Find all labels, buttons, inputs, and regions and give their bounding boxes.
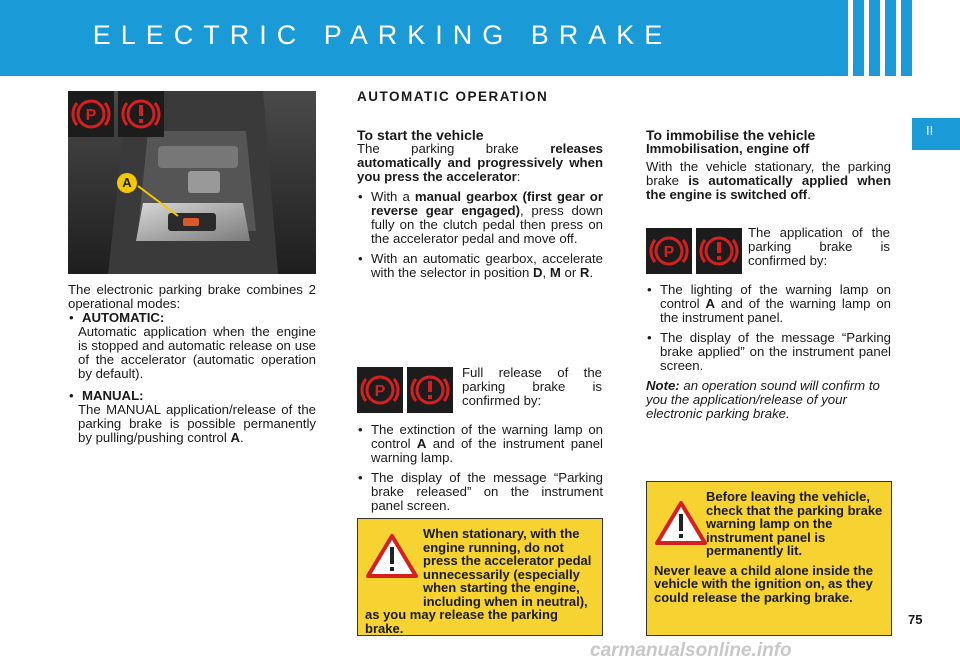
parking-brake-red-icon	[68, 91, 114, 137]
applied-confirm-text: The application of the parking brake is confirmed by:	[748, 225, 890, 268]
stationary-warning-box	[357, 518, 603, 636]
extinction-item: • The extinction of the warning lamp on control A and of the instrument panel warning lamp.	[357, 423, 603, 465]
release-bullets	[357, 423, 603, 513]
parking-brake-red-icon	[646, 228, 692, 274]
manual-gearbox-item: • With a manual gearbox (first gear or reverse gear engaged), press down fully on the clutch pedal then press on the accelerator pedal and move off.	[357, 190, 603, 246]
applied-message-item: • The display of the message “Parking brake applied” on the instrument panel screen.	[646, 331, 891, 373]
svg-text:P: P	[85, 107, 97, 124]
page-number: 75	[908, 612, 923, 627]
header-banner	[0, 0, 960, 76]
leaving-warning-text-1: Before leaving the vehicle, check that the parking brake warning lamp on the instrument panel is permanently lit.	[706, 489, 883, 558]
parking-brake-red-icon	[357, 367, 403, 413]
release-lamps	[357, 367, 453, 413]
start-text: The parking brake releases automatically and progressively when you press the accelerator:	[357, 141, 603, 184]
release-confirm-text: Full release of the parking brake is confirmed by:	[462, 365, 602, 408]
automatic-text: Automatic application when the engine is stopped and automatic release on use of the accelerator (automatic operation by default).	[78, 324, 316, 381]
applied-bullets	[646, 283, 891, 421]
footer-watermark: carmanualsonline.info	[590, 640, 792, 661]
released-message-item: • The display of the message “Parking brake released” on the instrument panel screen.	[357, 471, 603, 513]
right-column	[646, 128, 891, 202]
automatic-gearbox-item: • With an automatic gearbox, accelerate with the selector in position D, M or R.	[357, 252, 603, 280]
header-stripe	[912, 0, 960, 76]
brake-warning-red-icon	[696, 228, 742, 274]
page-title: ELECTRIC PARKING BRAKE	[92, 20, 673, 50]
brake-warning-red-icon	[118, 91, 164, 137]
section-title: AUTOMATIC OPERATION	[357, 89, 549, 104]
manual-text: The MANUAL application/release of the parking brake is possible permanently by pulling/pushing control A.	[78, 402, 316, 445]
immobilise-subtitle: Immobilisation, engine off	[646, 141, 810, 156]
section-tab[interactable]: II	[912, 118, 960, 150]
start-title: To start the vehicle	[357, 127, 484, 143]
warning-triangle-icon	[366, 533, 418, 579]
brake-warning-red-icon	[407, 367, 453, 413]
svg-text:P: P	[663, 244, 675, 261]
intro-text: The electronic parking brake combines 2 operational modes:	[68, 282, 316, 311]
photo-lamps	[68, 91, 164, 137]
immobilise-text: With the vehicle stationary, the parking brake is automatically applied when the engine is switched off.	[646, 159, 891, 202]
leaving-warning-box	[646, 481, 892, 636]
lighting-item: • The lighting of the warning lamp on control A and of the warning lamp on the instrument panel.	[646, 283, 891, 325]
control-photo	[68, 91, 316, 274]
manual-heading: • MANUAL:	[68, 389, 316, 403]
stationary-warning-text: When stationary, with the engine running, do not press the accelerator pedal unnecessarily (especially when starting the engine, including when in neutral), as you may release the parking brake.	[365, 526, 592, 636]
header-stripe	[864, 0, 869, 76]
warning-triangle-icon	[655, 500, 707, 546]
svg-text:P: P	[374, 383, 386, 400]
immobilise-title: To immobilise the vehicle	[646, 127, 816, 143]
control-a-label: A	[117, 173, 137, 193]
header-stripe	[848, 0, 853, 76]
header-stripe	[896, 0, 901, 76]
note-text: Note: an operation sound will confirm to you the application/release of your electronic parking brake.	[646, 378, 880, 421]
automatic-heading: • AUTOMATIC:	[68, 311, 316, 325]
left-column	[68, 283, 316, 445]
leaving-warning-text-2: Never leave a child alone inside the vehicle with the ignition on, as they could release the parking brake.	[654, 562, 873, 605]
header-stripe	[880, 0, 885, 76]
middle-column	[357, 90, 603, 280]
applied-lamps	[646, 228, 742, 274]
